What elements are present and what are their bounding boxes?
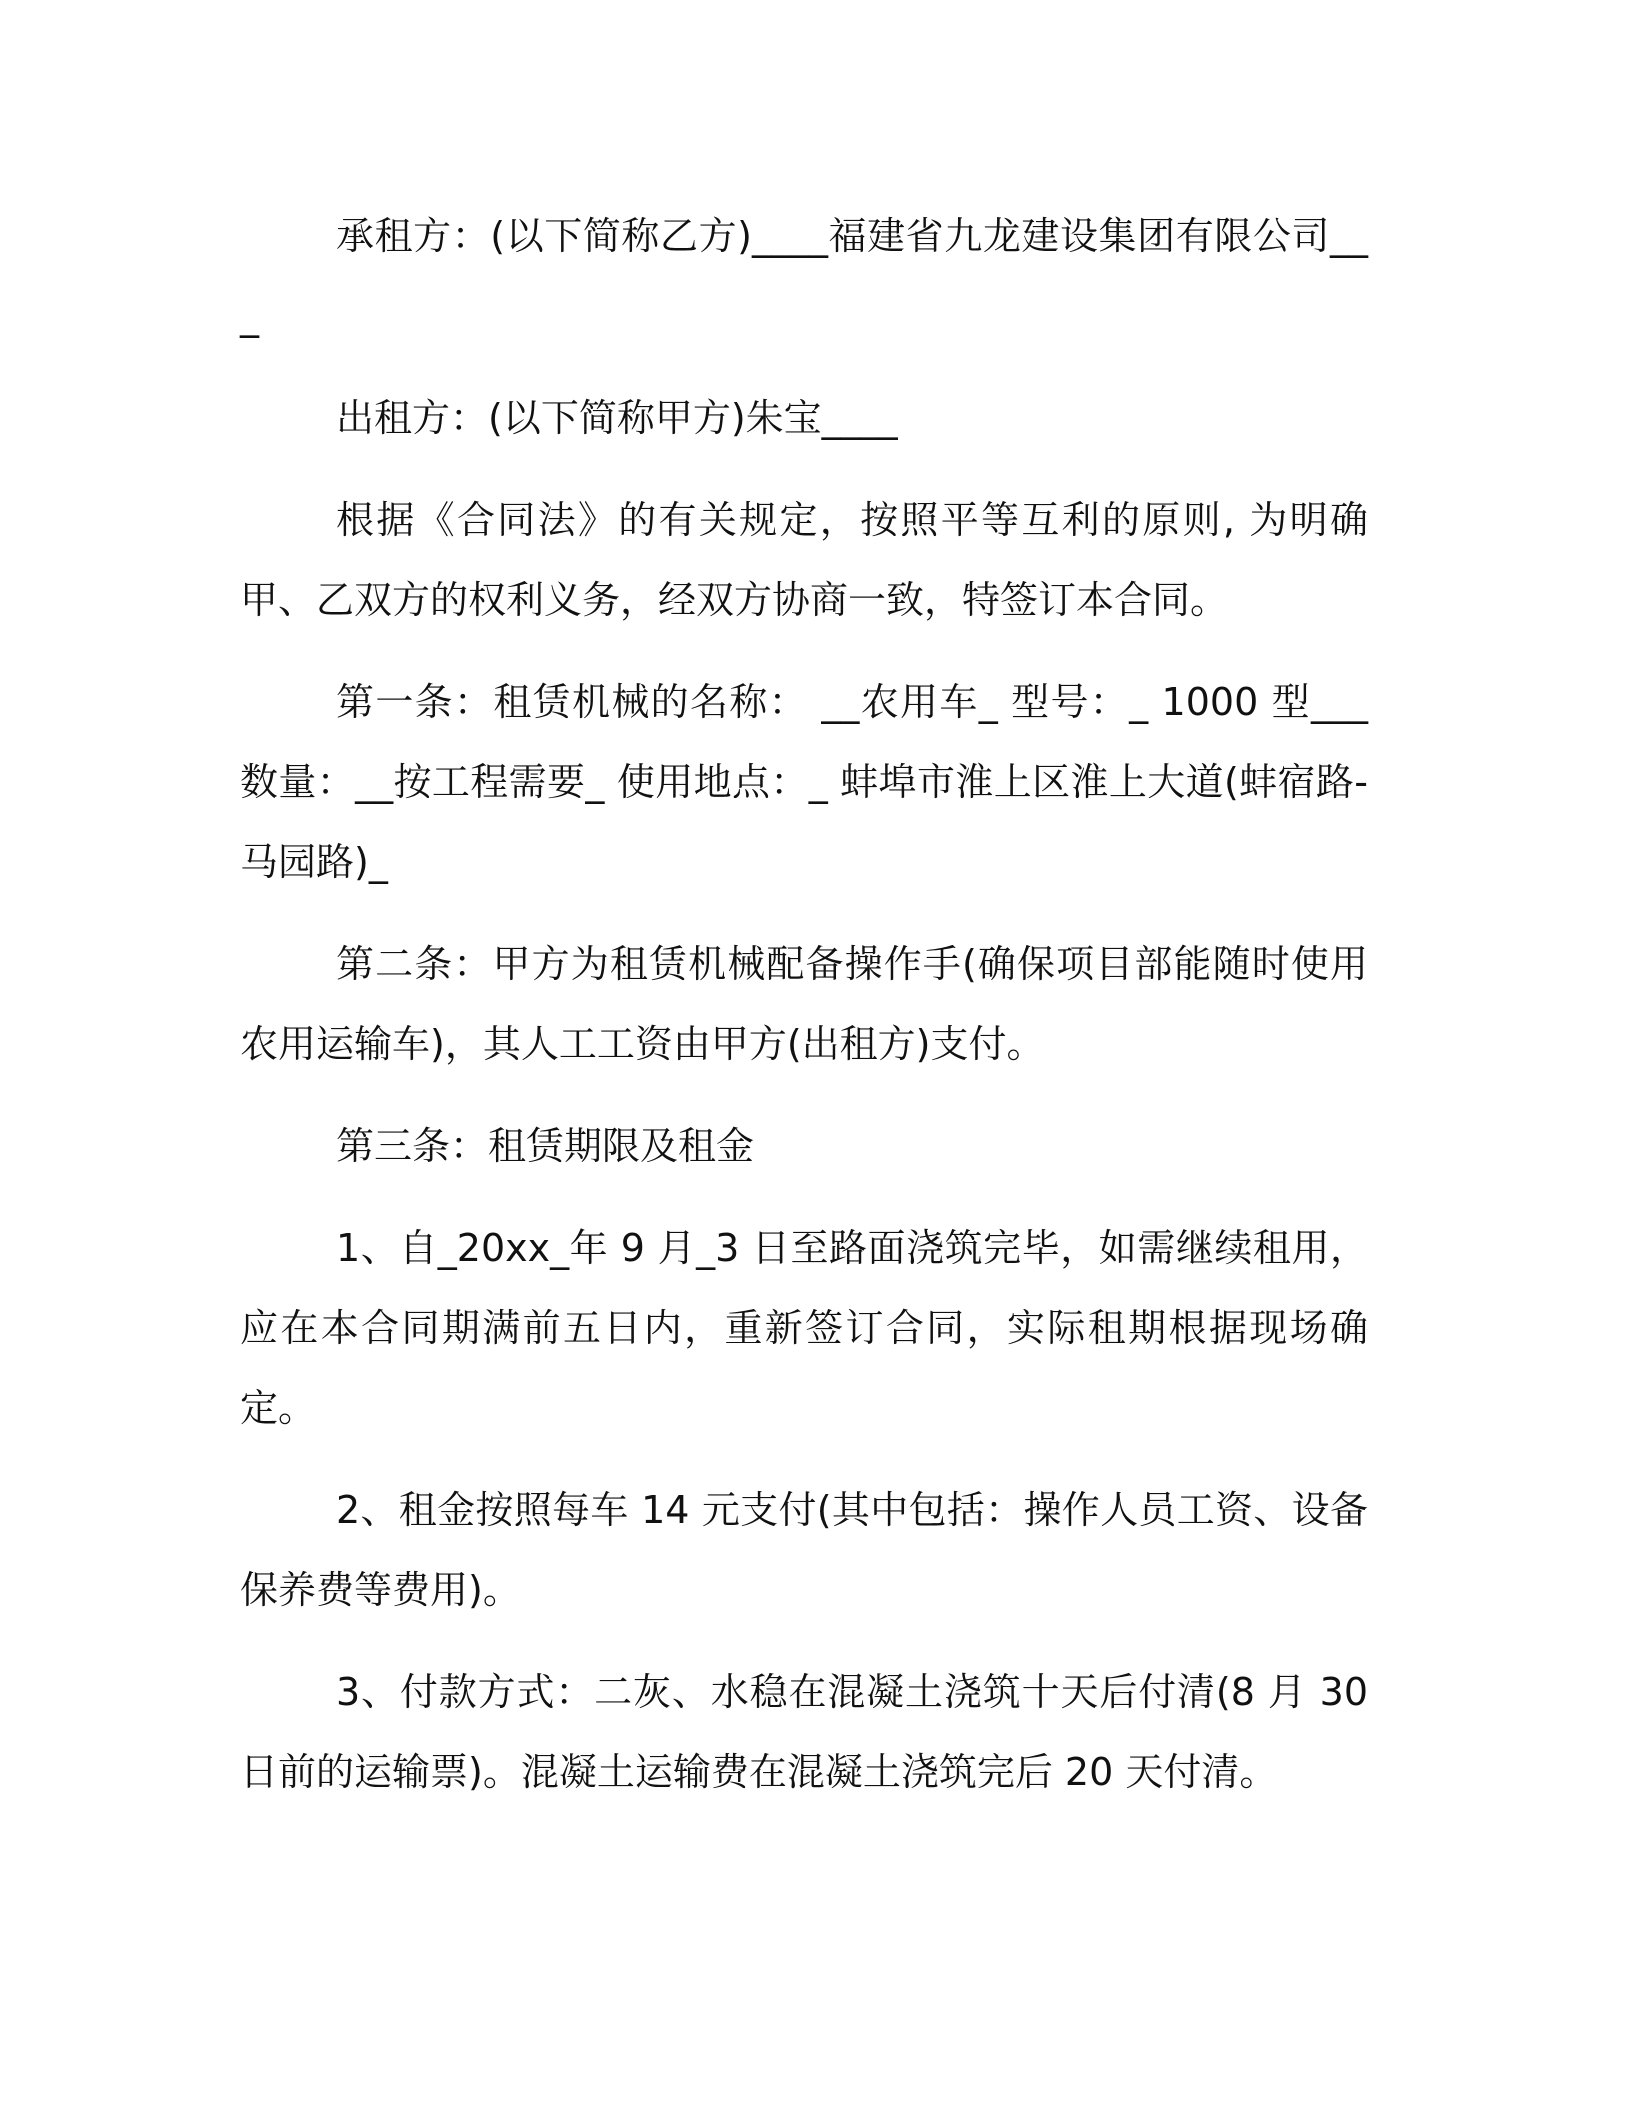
contract-body bbox=[240, 196, 1368, 1834]
lessor-line: 出租方：(以下简称甲方)朱宝____ bbox=[336, 396, 898, 440]
article-one-paragraph: 第一条：租赁机械的名称： __农用车_ 型号：_ 1000 型___ 数量：__按工程需要_ 使用地点：_ 蚌埠市淮上区淮上大道(蚌宿路-马园路)_ bbox=[240, 680, 1368, 884]
clause-1-paragraph: 1、自_20xx_年 9 月_3 日至路面浇筑完毕，如需继续租用，应在本合同期满前五日内，重新签订合同，实际租期根据现场确定。 bbox=[240, 1226, 1368, 1430]
article-three-heading: 第三条：租赁期限及租金 bbox=[336, 1124, 755, 1168]
preamble-paragraph: 根据《合同法》的有关规定，按照平等互利的原则, 为明确甲、乙双方的权利义务，经双方协商一致，特签订本合同。 bbox=[240, 498, 1368, 622]
article-two-paragraph: 第二条：甲方为租赁机械配备操作手(确保项目部能随时使用农用运输车)，其人工工资由甲方(出租方)支付。 bbox=[240, 942, 1368, 1066]
clause-2-paragraph: 2、租金按照每车 14 元支付(其中包括：操作人员工资、设备保养费等费用)。 bbox=[240, 1488, 1368, 1612]
lessee-line: 承租方：(以下简称乙方)____福建省九龙建设集团有限公司___ bbox=[240, 214, 1368, 338]
clause-3-paragraph: 3、付款方式：二灰、水稳在混凝土浇筑十天后付清(8 月 30 日前的运输票)。混凝土运输费在混凝土浇筑完后 20 天付清。 bbox=[240, 1670, 1368, 1794]
